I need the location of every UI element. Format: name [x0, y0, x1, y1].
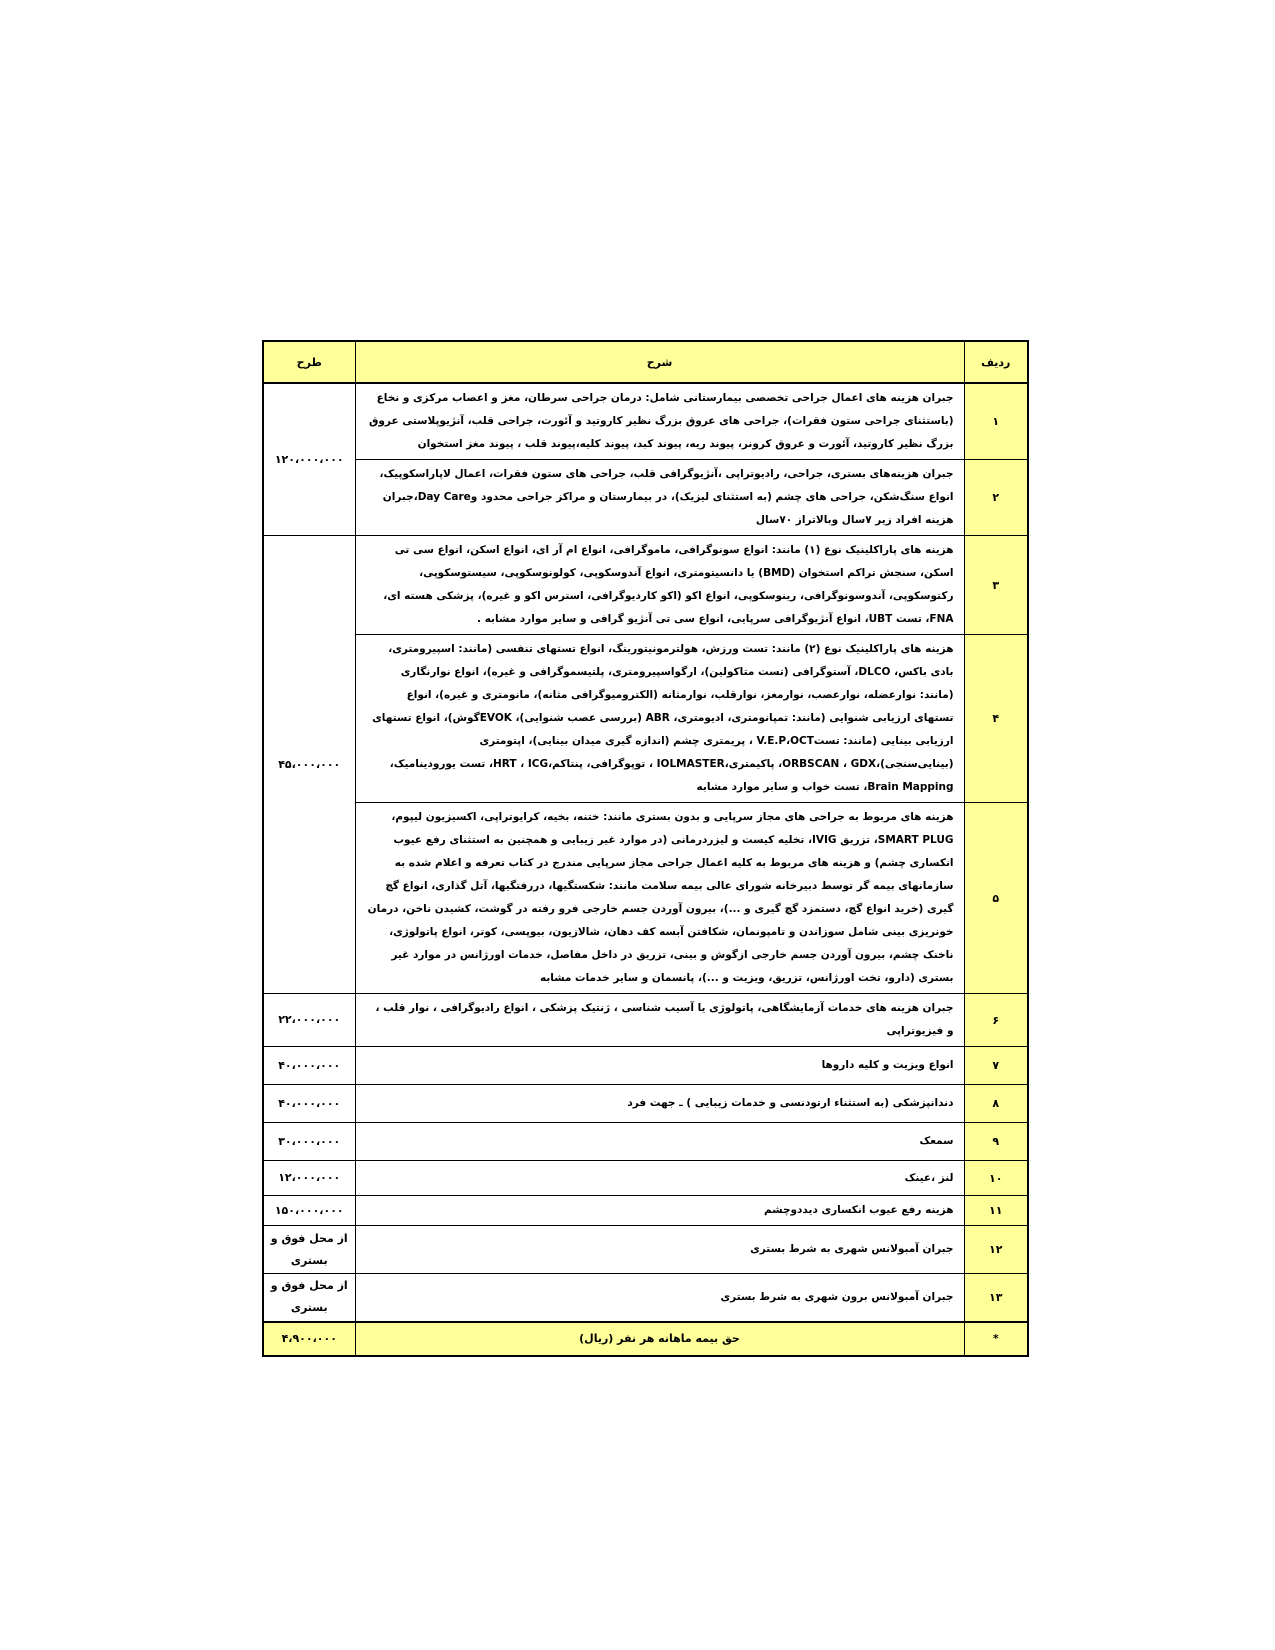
row-description: انواع ویزیت و کلیه داروها — [355, 1047, 964, 1085]
premium-symbol: * — [964, 1322, 1028, 1356]
row-plan: ۴۵،۰۰۰،۰۰۰ — [263, 536, 355, 994]
row-plan: ۴۰،۰۰۰،۰۰۰ — [263, 1085, 355, 1123]
table-row — [263, 536, 1028, 635]
row-number: ۱۱ — [964, 1196, 1028, 1226]
row-number: ۱۳ — [964, 1274, 1028, 1322]
row-number: ۱ — [964, 383, 1028, 460]
table-row — [263, 803, 1028, 994]
row-description: دندانپزشکی (به استثناء ارتودنسی و خدمات زیبایی ) ـ جهت فرد — [355, 1085, 964, 1123]
row-description: هزینه های مربوط به جراحی های مجاز سرپایی و بدون بستری مانند: ختنه، بخیه، کرایوتراپی، اکسیزیون لیپوم، SMART PLUG، تزریق IVIG، تخلیه کیست و لیزردرمانی (در موارد غیر زیبایی و همچنین به استثنای رفع عیوب انکساری چشم) و هزینه های مربوط به کلیه اعمال جراحی مجاز سرپایی مندرج در کتاب تعرفه و اعلام شده به سازمانهای بیمه گر توسط دبیرخانه شورای عالی بیمه سلامت مانند: شکستگیها، دررفتگیها، آتل گذاری، انواع گچ گیری (خرید انواع گچ، دستمزد گچ گیری و ...)، بیرون آوردن جسم خارجی فرو رفته در گوشت، کشیدن ناخن، درمان خونریزی بینی شامل سوزاندن و تامپونمان، شکافتن آبسه کف دهان، شالازیون، بیوپسی، کوتر، انواع پاتولوژی، ناخنک چشم، بیرون آوردن جسم خارجی ازگوش و بینی، تزریق در داخل مفاصل، خدمات اورژانس در موارد غیر بستری (دارو، تخت اورژانس، تزریق، ویزیت و ...)، پانسمان و سایر خدمات مشابه — [355, 803, 964, 994]
row-number: ۸ — [964, 1085, 1028, 1123]
table-row — [263, 635, 1028, 803]
row-plan: ۱۲۰،۰۰۰،۰۰۰ — [263, 383, 355, 536]
premium-row — [263, 1322, 1028, 1356]
table-row — [263, 994, 1028, 1047]
header-row-number: ردیف — [964, 341, 1028, 383]
table-header-row — [263, 341, 1028, 383]
row-plan: از محل فوق و بستری — [263, 1274, 355, 1322]
table-row — [263, 460, 1028, 536]
row-description: سمعک — [355, 1123, 964, 1161]
table-row — [263, 1274, 1028, 1322]
header-description: شرح — [355, 341, 964, 383]
row-number: ۴ — [964, 635, 1028, 803]
row-description: جبران آمبولانس شهری به شرط بستری — [355, 1226, 964, 1274]
row-description: هزینه رفع عیوب انکساری دیددوچشم — [355, 1196, 964, 1226]
header-plan: طرح — [263, 341, 355, 383]
table-row — [263, 1196, 1028, 1226]
row-number: ۷ — [964, 1047, 1028, 1085]
row-plan: ۲۲،۰۰۰،۰۰۰ — [263, 994, 355, 1047]
row-description: هزینه های پاراکلینیک نوع (۲) مانند: تست ورزش، هولترمونیتورینگ، انواع تستهای تنفسی (مانند: اسپیرومتری، بادی باکس، DLCO، آستوگرافی (تست متاکولین)، ارگواسپیرومتری، پلتیسموگرافی و غیره)، انواع نوارنگاری (مانند: نوارعضله، نوارعصب، نوارمغز، نوارقلب، نوارمثانه (الکترومیوگرافی مثانه)، مانومتری و غیره)، انواع تستهای ارزیابی شنوایی (مانند: تمپانومتری، ادیومتری، ABR (بررسی عصب شنوایی)، EVOKگوش)، انواع تستهای ارزیابی بینایی (مانند: تستV.E.P،OCT ، پریمتری چشم (اندازه گیری میدان بینایی)، اپتومتری (بینایی‌سنجی)،ORBSCAN ، GDX، پاکیمتری،IOLMASTER ، توپوگرافی، پنتاکم،HRT ، ICG، تست یورودینامیک، Brain Mapping، تست خواب و سایر موارد مشابه — [355, 635, 964, 803]
table-row — [263, 1047, 1028, 1085]
row-number: ۳ — [964, 536, 1028, 635]
table-row — [263, 1085, 1028, 1123]
row-plan: ۴۰،۰۰۰،۰۰۰ — [263, 1047, 355, 1085]
row-number: ۶ — [964, 994, 1028, 1047]
table-row — [263, 383, 1028, 460]
row-description: هزینه های پاراکلینیک نوع (۱) مانند: انواع سونوگرافی، ماموگرافی، انواع ام آر ای، انواع اسکن، انواع سی تی اسکن، سنجش تراکم استخوان (BMD) یا دانسیتومتری، انواع آندوسکوپی، کولونوسکوپی، سیستوسکوپی، رکتوسکوپی، آندوسونوگرافی، رینوسکوپی، انواع اکو (اکو کاردیوگرافی، استرس اکو و غیره)، پزشکی هسته ای، FNA، تست UBT، انواع آنژیوگرافی سرپایی، انواع سی تی آنژیو گرافی و سایر موارد مشابه . — [355, 536, 964, 635]
row-number: ۱۲ — [964, 1226, 1028, 1274]
row-description: جبران هزینه های خدمات آزمایشگاهی، پاتولوژی یا آسیب شناسی ، ژنتیک پزشکی ، انواع رادیوگرافی ، نوار قلب ، و فیزیوتراپی — [355, 994, 964, 1047]
row-plan: ۱۲،۰۰۰،۰۰۰ — [263, 1161, 355, 1196]
table-row — [263, 1123, 1028, 1161]
table-row — [263, 1226, 1028, 1274]
row-plan: ۱۵۰،۰۰۰،۰۰۰ — [263, 1196, 355, 1226]
row-description: جبران هزینه های اعمال جراحی تخصصی بیمارستانی شامل: درمان جراحی سرطان، مغز و اعصاب مرکزی و نخاع (باستثنای جراحی ستون فقرات)، جراحی های عروق بزرگ نظیر کاروتید و آئورت، جراحی قلب، آنژیوپلاستی عروق بزرگ نظیر کاروتید، آئورت و عروق کرونر، پیوند ریه، پیوند کبد، پیوند کلیه،پیوند قلب ، پیوند مغز استخوان — [355, 383, 964, 460]
row-number: ۵ — [964, 803, 1028, 994]
row-description: جبران آمبولانس برون شهری به شرط بستری — [355, 1274, 964, 1322]
row-description: جبران هزینه‌های بستری، جراحی، رادیوتراپی ،آنژیوگرافی قلب، جراحی های ستون فقرات، اعمال لاپاراسکوپیک، انواع سنگ‌شکن، جراحی های چشم (به استثنای لیزیک)، در بیمارستان و مراکز جراحی محدود وDay Care،جبران هزینه افراد زیر ۷سال وبالاتراز ۷۰سال — [355, 460, 964, 536]
row-plan: از محل فوق و بستری — [263, 1226, 355, 1274]
insurance-coverage-table — [262, 340, 1029, 1357]
premium-label: حق بیمه ماهانه هر نفر (ریال) — [355, 1322, 964, 1356]
row-number: ۱۰ — [964, 1161, 1028, 1196]
row-plan: ۳۰،۰۰۰،۰۰۰ — [263, 1123, 355, 1161]
premium-amount: ۴،۹۰۰،۰۰۰ — [263, 1322, 355, 1356]
row-description: لنز ،عینک — [355, 1161, 964, 1196]
row-number: ۲ — [964, 460, 1028, 536]
table-row — [263, 1161, 1028, 1196]
row-number: ۹ — [964, 1123, 1028, 1161]
